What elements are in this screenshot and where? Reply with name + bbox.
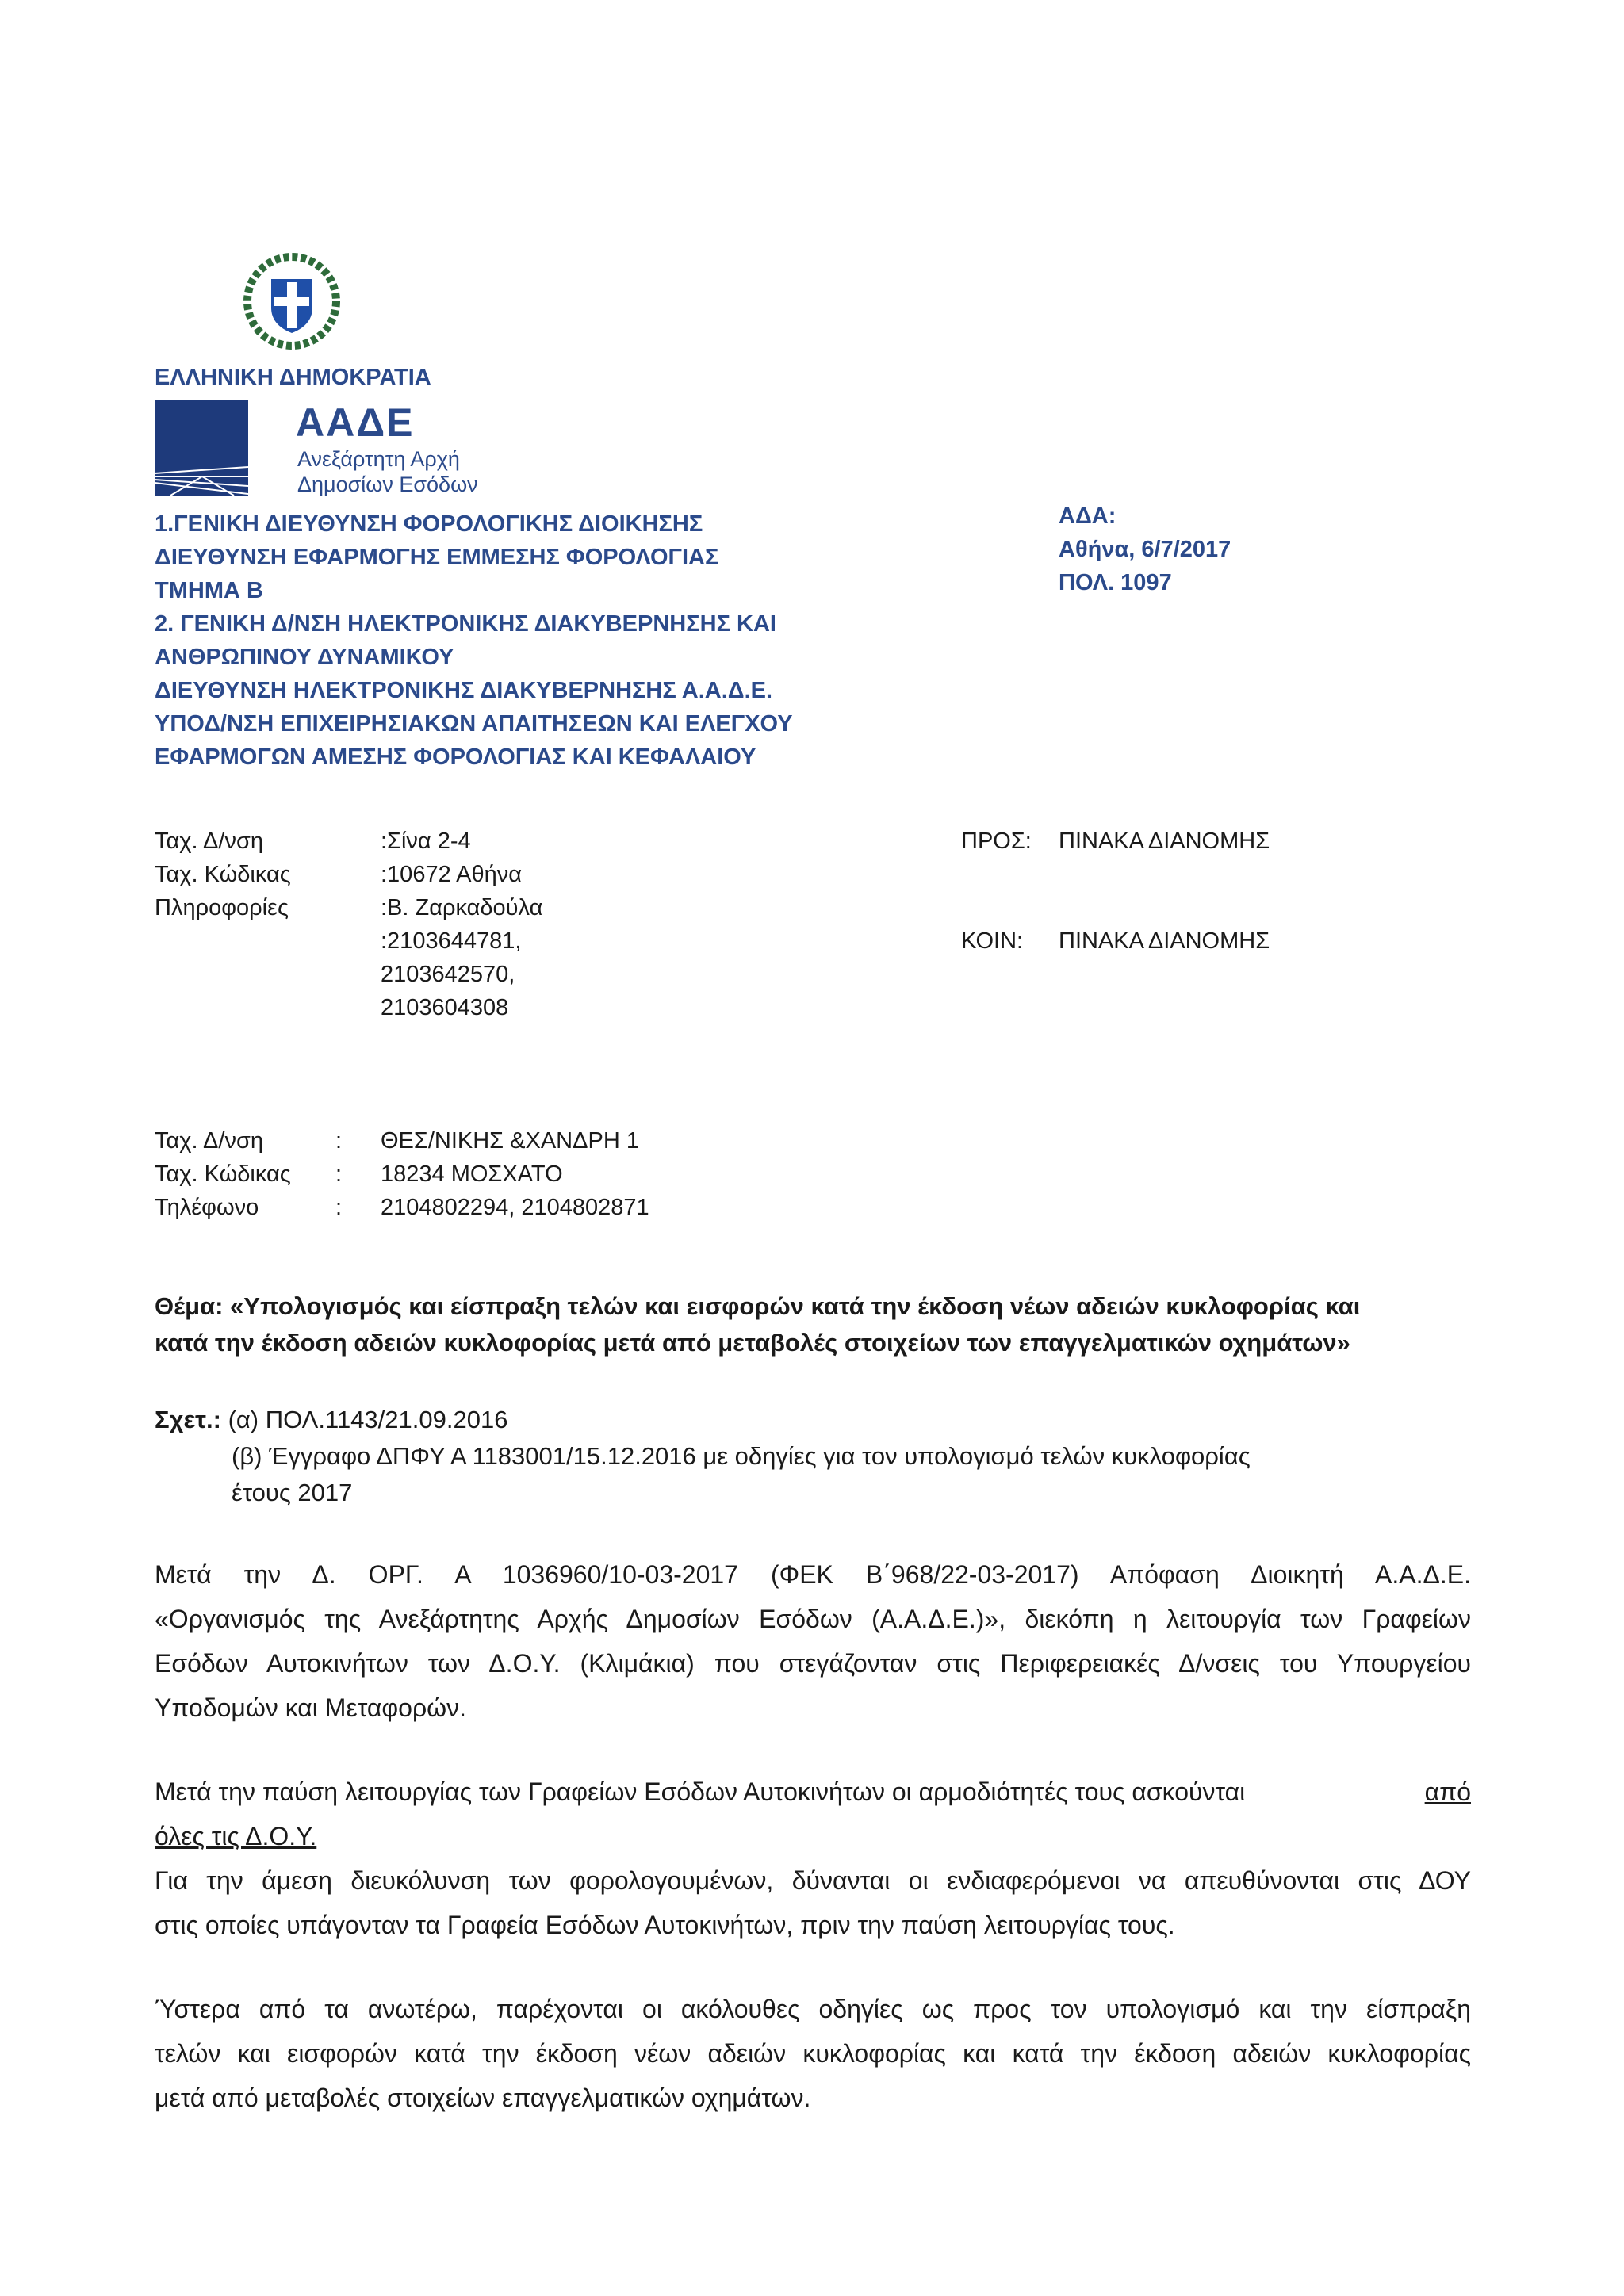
paragraph-3-line: Ύστερα από τα ανωτέρω, παρέχονται οι ακόλουθες οδηγίες ως προς τον υπολογισμό και την είσπραξη	[155, 1995, 1471, 2023]
paragraph-3-line: μετά από μεταβολές στοιχείων επαγγελματικών οχημάτων.	[155, 2084, 811, 2112]
paragraph-2-line	[155, 1814, 1471, 1858]
contact-value: :2103644781,	[381, 928, 522, 954]
recipient-to	[961, 825, 1270, 858]
paragraph-1-line: Εσόδων Αυτοκινήτων των Δ.Ο.Υ. (Κλιμάκια) που στεγάζονταν στις Περιφερειακές Δ/νσεις του Υπουργείου	[155, 1649, 1471, 1678]
contact-block-1	[155, 825, 542, 1024]
paragraph-3-line: τελών και εισφορών κατά την έκδοση νέων αδειών κυκλοφορίας και κατά την έκδοση αδειών κυκλοφορίας	[155, 2039, 1471, 2068]
contact-label: Ταχ. Δ/νση	[155, 828, 263, 854]
emblem-icon	[243, 252, 341, 350]
reference-block	[1059, 499, 1231, 599]
aade-logo	[155, 400, 519, 499]
paragraph-2-line	[155, 1770, 1471, 1814]
contact-value: 2104802294, 2104802871	[381, 1195, 649, 1220]
related-block	[155, 1402, 1251, 1511]
recipient-label: ΚΟΙΝ:	[961, 928, 1024, 954]
contact-separator: :	[335, 1195, 343, 1220]
subject-line: κατά την έκδοση αδειών κυκλοφορίας μετά από μεταβολές στοιχείων των επαγγελματικών οχημάτων»	[155, 1329, 1350, 1357]
pol-number: ΠΟΛ. 1097	[1059, 570, 1172, 595]
contact-value: 2103642570,	[381, 962, 515, 987]
departments-block	[155, 507, 793, 774]
department-line: ΑΝΘΡΩΠΙΝΟΥ ΔΥΝΑΜΙΚΟΥ	[155, 645, 454, 670]
aade-name-line2: Δημοσίων Εσόδων	[297, 473, 478, 496]
recipient-cc	[961, 924, 1270, 958]
subject-block	[155, 1288, 1471, 1361]
country-name: ΕΛΛΗΝΙΚΗ ΔΗΜΟΚΡΑΤΙΑ	[155, 365, 431, 390]
contact-value: :Σίνα 2-4	[381, 828, 471, 854]
contact-label	[155, 991, 381, 1024]
department-line: ΥΠΟΔ/ΝΣΗ ΕΠΙΧΕΙΡΗΣΙΑΚΩΝ ΑΠΑΙΤΗΣΕΩΝ ΚΑΙ ΕΛΕΓΧΟΥ	[155, 711, 793, 737]
department-line: ΤΜΗΜΑ Β	[155, 578, 263, 603]
contact-value: :10672 Αθήνα	[381, 862, 523, 887]
department-line: ΔΙΕΥΘΥΝΣΗ ΕΦΑΡΜΟΓΗΣ ΕΜΜΕΣΗΣ ΦΟΡΟΛΟΓΙΑΣ	[155, 545, 719, 570]
recipient-value: ΠΙΝΑΚΑ ΔΙΑΝΟΜΗΣ	[1059, 928, 1270, 954]
paragraph-2-underlined: όλες τις Δ.Ο.Υ.	[155, 1822, 317, 1850]
contact-value: :Β. Ζαρκαδούλα	[381, 895, 543, 920]
paragraph-2-underlined: από	[1424, 1777, 1471, 1806]
paragraph-2-line: Για την άμεση διευκόλυνση των φορολογουμένων, δύνανται οι ενδιαφερόμενοι να απευθύνονται στις ΔΟΥ	[155, 1866, 1471, 1895]
contact-label: Πληροφορίες	[155, 895, 289, 920]
contact-label: Ταχ. Κώδικας	[155, 1161, 291, 1187]
contact-value: 2103604308	[381, 995, 509, 1020]
related-item-a: (α) ΠΟΛ.1143/21.09.2016	[228, 1406, 508, 1433]
aade-acronym: ΑΑΔΕ	[296, 400, 415, 445]
department-line: ΔΙΕΥΘΥΝΣΗ ΗΛΕΚΤΡΟΝΙΚΗΣ ΔΙΑΚΥΒΕΡΝΗΣΗΣ Α.Α.Δ.Ε.	[155, 678, 773, 703]
related-item-b: (β) Έγγραφο ΔΠΦΥ Α 1183001/15.12.2016 με οδηγίες για τον υπολογισμό τελών κυκλοφορίας	[232, 1442, 1251, 1470]
paragraph-1-line: Υποδομών και Μεταφορών.	[155, 1693, 467, 1722]
document-date: Αθήνα, 6/7/2017	[1059, 537, 1231, 562]
contact-label	[155, 924, 381, 958]
recipient-value: ΠΙΝΑΚΑ ΔΙΑΝΟΜΗΣ	[1059, 828, 1270, 854]
contact-separator: :	[335, 1161, 343, 1187]
related-label: Σχετ.:	[155, 1406, 221, 1433]
paragraph-1-line: «Οργανισμός της Ανεξάρτητης Αρχής Δημοσίων Εσόδων (Α.Α.Δ.Ε.)», διεκόπη η λειτουργία των Γραφείων	[155, 1605, 1471, 1633]
contact-label	[155, 958, 381, 991]
aade-logo-mark-icon	[155, 400, 248, 496]
subject-line: Θέμα: «Υπολογισμός και είσπραξη τελών και εισφορών κατά την έκδοση νέων αδειών κυκλοφορίας και	[155, 1292, 1361, 1320]
contact-label: Ταχ. Δ/νση	[155, 1128, 263, 1154]
department-line: 1.ΓΕΝΙΚΗ ΔΙΕΥΘΥΝΣΗ ΦΟΡΟΛΟΓΙΚΗΣ ΔΙΟΙΚΗΣΗΣ	[155, 511, 703, 537]
department-line: ΕΦΑΡΜΟΓΩΝ ΑΜΕΣΗΣ ΦΟΡΟΛΟΓΙΑΣ ΚΑΙ ΚΕΦΑΛΑΙΟΥ	[155, 744, 756, 770]
contact-block-2	[155, 1124, 649, 1224]
ada-label: ΑΔΑ:	[1059, 503, 1116, 529]
paragraph-2-line: στις οποίες υπάγονταν τα Γραφεία Εσόδων Αυτοκινήτων, πριν την παύση λειτουργίας τους.	[155, 1911, 1175, 1939]
contact-label: Τηλέφωνο	[155, 1195, 259, 1220]
contact-value: ΘΕΣ/ΝΙΚΗΣ &ΧΑΝΔΡΗ 1	[381, 1128, 639, 1154]
recipient-label: ΠΡΟΣ:	[961, 828, 1032, 854]
aade-name-line1: Ανεξάρτητη Αρχή	[297, 447, 460, 471]
related-item-b-continued: έτους 2017	[232, 1479, 353, 1506]
contact-value: 18234 ΜΟΣΧΑΤΟ	[381, 1161, 563, 1187]
paragraph-1-line: Μετά την Δ. ΟΡΓ. Α 1036960/10-03-2017 (ΦΕΚ Β΄968/22-03-2017) Απόφαση Διοικητή Α.Α.Δ.Ε.	[155, 1560, 1471, 1589]
paragraph-2-text: Μετά την παύση λειτουργίας των Γραφείων Εσόδων Αυτοκινήτων οι αρμοδιότητές τους ασκούνται	[155, 1777, 1246, 1806]
contact-separator: :	[335, 1128, 343, 1154]
department-line: 2. ΓΕΝΙΚΗ Δ/ΝΣΗ ΗΛΕΚΤΡΟΝΙΚΗΣ ΔΙΑΚΥΒΕΡΝΗΣΗΣ ΚΑΙ	[155, 611, 776, 637]
contact-label: Ταχ. Κώδικας	[155, 862, 291, 887]
